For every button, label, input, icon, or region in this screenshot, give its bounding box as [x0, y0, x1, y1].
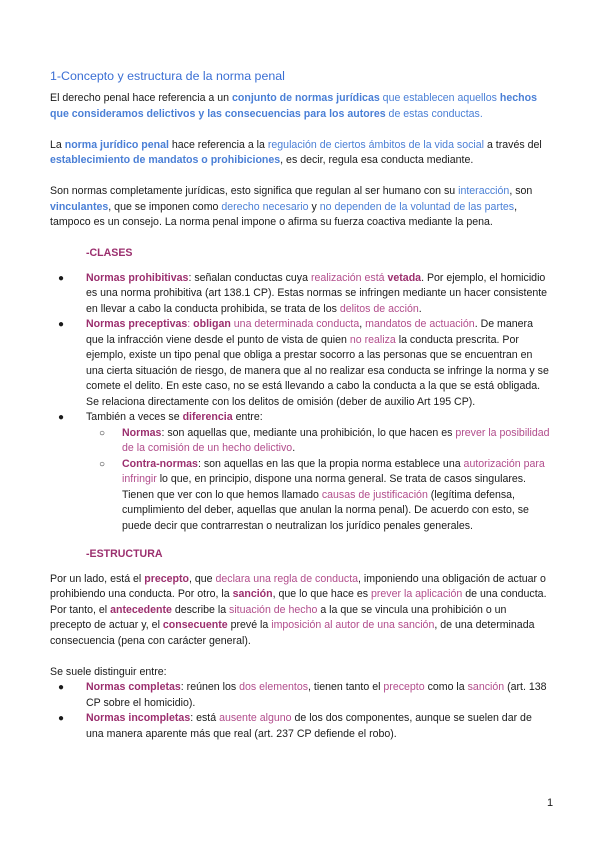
highlight-prever-aplicacion: prever la aplicación — [371, 588, 463, 600]
highlight-conjunto-normas: conjunto de normas jurídicas — [231, 92, 380, 104]
text-span: , es decir, regula esa conducta mediante. — [280, 154, 474, 166]
estructura-list — [50, 680, 550, 742]
term-normas-preceptivas: Normas preceptivas — [86, 318, 188, 330]
highlight-vinculantes: vinculantes — [50, 200, 109, 213]
text-span: : reúnen los — [180, 681, 240, 693]
term-normas: Normas — [122, 426, 162, 439]
norma-definition-paragraph — [50, 138, 550, 169]
highlight-hechos-delictivos: hechos que consideramos delictivos y las consecuencias para los autores — [50, 92, 537, 120]
bullet-icon: ● — [58, 682, 65, 693]
text-span: de los dos componentes, aunque se suelen dar de una manera aparente más que real (art. 237 CP defiende el robo). — [86, 712, 532, 740]
text-span: , son — [509, 185, 533, 197]
list-item — [50, 410, 550, 534]
highlight-norma-juridico-penal: norma jurídico penal — [64, 138, 169, 151]
text-span: . — [292, 442, 296, 454]
highlight-ausente: ausente alguno — [219, 712, 292, 724]
text-span: También a veces se — [86, 411, 183, 423]
text-span: : señalan conductas cuya — [188, 271, 311, 284]
highlight-dos-elementos: dos elementos — [239, 681, 309, 693]
normas-juridicas-paragraph — [50, 184, 550, 231]
estructura-paragraph — [50, 572, 550, 650]
highlight-no-realiza: no realiza — [349, 333, 396, 346]
text-span: La — [50, 138, 65, 151]
highlight-text: una determinada conducta — [230, 318, 360, 330]
highlight-antecedente: antecedente — [110, 603, 172, 616]
text-span: . De manera que la infracción viene desde el punto de vista de quien — [86, 318, 533, 346]
text-span: de una conducta. Por tanto, el — [50, 588, 547, 616]
highlight-causas-justificacion: causas de justificación — [321, 488, 428, 501]
highlight-text: realización está — [310, 271, 388, 284]
text-span: , que lo que hace es — [272, 588, 371, 600]
highlight-obligan: obligan — [193, 318, 231, 330]
text-span: prevé la — [227, 619, 272, 631]
list-item — [50, 711, 550, 742]
text-span: Por un lado, está el — [50, 572, 145, 585]
bullet-icon: ● — [58, 713, 65, 724]
highlight-vetada: vetada — [387, 271, 422, 284]
circle-bullet-icon: ○ — [99, 458, 106, 470]
highlight-situacion-hecho: situación de hecho — [229, 603, 318, 616]
text-span: , — [359, 318, 366, 330]
text-span: , de una determinada consecuencia (pena con carácter general). — [50, 619, 535, 647]
highlight-mandatos-actuacion: mandatos de actuación — [365, 318, 475, 330]
highlight-declara: declara una regla de conducta — [215, 572, 359, 585]
text-span: lo que, en principio, dispone una norma general. Se trata de casos singulares. Tienen que ver con lo que hemos llamado — [122, 473, 526, 501]
page-number: 1 — [547, 797, 554, 809]
text-span: describe la — [171, 603, 230, 616]
distinguir-paragraph: Se suele distinguir entre: — [50, 665, 167, 678]
text-span: , imponiendo una obligación de actuar o prohibiendo una conducta. Por otro, la — [50, 572, 546, 600]
clases-heading: -CLASES — [86, 247, 133, 259]
text-span: El derecho penal hace referencia a un — [50, 92, 232, 104]
text-span: , que — [188, 572, 216, 585]
highlight-precepto: precepto — [383, 681, 425, 693]
sublist-item — [86, 457, 550, 535]
bullet-icon: ● — [58, 319, 65, 330]
text-span: : son aquellas que, mediante una prohibición, lo que hacen es — [161, 426, 456, 439]
sublist — [86, 426, 550, 535]
list-item — [50, 680, 550, 711]
text-span: la conducta prescrita. Por ejemplo, existe un tipo penal que obliga a prestar socorro a las personas que se encuentran en una cierta situación de riesgo, de manera que al no realizar esa conducta se infringe la norma y se comete el delito. En este caso, no se está llevando a cabo la conducta a la que se está obligada. Se relaciona directamente con los delitos de omisión (deber de auxilio Art 195 CP). — [86, 333, 549, 408]
highlight-derecho-necesario: derecho necesario — [221, 200, 309, 213]
term-contra-normas: Contra-normas — [122, 457, 198, 470]
text-span: Son normas completamente jurídicas, esto significa que regulan al ser humano con su — [50, 185, 459, 197]
highlight-autorizacion: autorización para infringir — [122, 457, 545, 485]
term-normas-incompletas: Normas incompletas — [86, 712, 191, 724]
circle-bullet-icon: ○ — [99, 427, 106, 439]
text-span: hace referencia a la — [168, 138, 268, 151]
sublist-item — [86, 426, 550, 457]
text-span: a la que se vincula una prohibición o un precepto de actuar y, el — [50, 603, 507, 631]
document-page — [50, 68, 550, 742]
text-span: . Por ejemplo, el homicidio es una norma prohibitiva (art 138.1 CP). Estas normas se infringen mediante un hacer consistente en llevar a cabo la conducta prohibida, se trata de los — [86, 271, 548, 315]
clases-list — [50, 271, 550, 535]
text-span: : está — [190, 712, 220, 724]
highlight-no-dependen: no dependen de la voluntad de las partes — [319, 200, 515, 213]
highlight-prever: prever la posibilidad de la comisión de un hecho delictivo — [122, 426, 550, 454]
highlight-mandatos: establecimiento de mandatos o prohibiciones — [50, 154, 281, 166]
text-span: como la — [424, 681, 468, 693]
highlight-sancion: sanción — [467, 681, 505, 693]
text-span: a través del — [484, 138, 542, 151]
text-span: (art. 138 CP sobre el homicidio). — [86, 681, 547, 709]
text-span: : son aquellas en las que la propia norma establece una — [197, 457, 464, 470]
highlight-sancion: sanción — [232, 588, 273, 600]
highlight-regulacion: regulación de ciertos ámbitos de la vida social — [267, 138, 484, 151]
highlight-consecuente: consecuente — [162, 619, 228, 631]
document-title: 1-Concepto y estructura de la norma penal — [50, 69, 285, 83]
highlight-diferencia: diferencia — [182, 411, 233, 423]
term-normas-completas: Normas completas — [86, 681, 181, 693]
text-span: , que se imponen como — [108, 200, 222, 213]
intro-paragraph — [50, 91, 550, 122]
text-span: , tienen tanto el — [308, 681, 384, 693]
text-span: entre: — [232, 411, 263, 423]
list-item — [50, 271, 550, 318]
highlight-text: de estas conductas. — [385, 107, 483, 120]
text-span: (legítima defensa, cumplimiento del deber, aquellas que anulan la norma penal). De acuerdo con esto, se puede decir que contrarrestan o neutralizan los jurídico penales generales. — [122, 488, 529, 532]
highlight-delitos-accion: delitos de acción — [339, 302, 419, 315]
text-span: y — [308, 200, 320, 213]
term-normas-prohibitivas: Normas prohibitivas — [86, 271, 189, 284]
list-item — [50, 317, 550, 410]
bullet-icon: ● — [58, 272, 65, 284]
highlight-precepto: precepto — [144, 572, 189, 585]
highlight-text: que establecen aquellos — [379, 92, 500, 104]
text-span: . — [418, 302, 422, 315]
text-span: : — [187, 318, 194, 330]
highlight-imposicion: imposición al autor de una sanción — [271, 619, 435, 631]
highlight-interaccion: interacción — [458, 185, 510, 197]
text-span: , tampoco es un consejo. La norma penal impone o afirma su fuerza coactiva mediante la pena. — [50, 200, 518, 228]
estructura-heading: -ESTRUCTURA — [86, 548, 163, 560]
bullet-icon: ● — [58, 412, 65, 423]
